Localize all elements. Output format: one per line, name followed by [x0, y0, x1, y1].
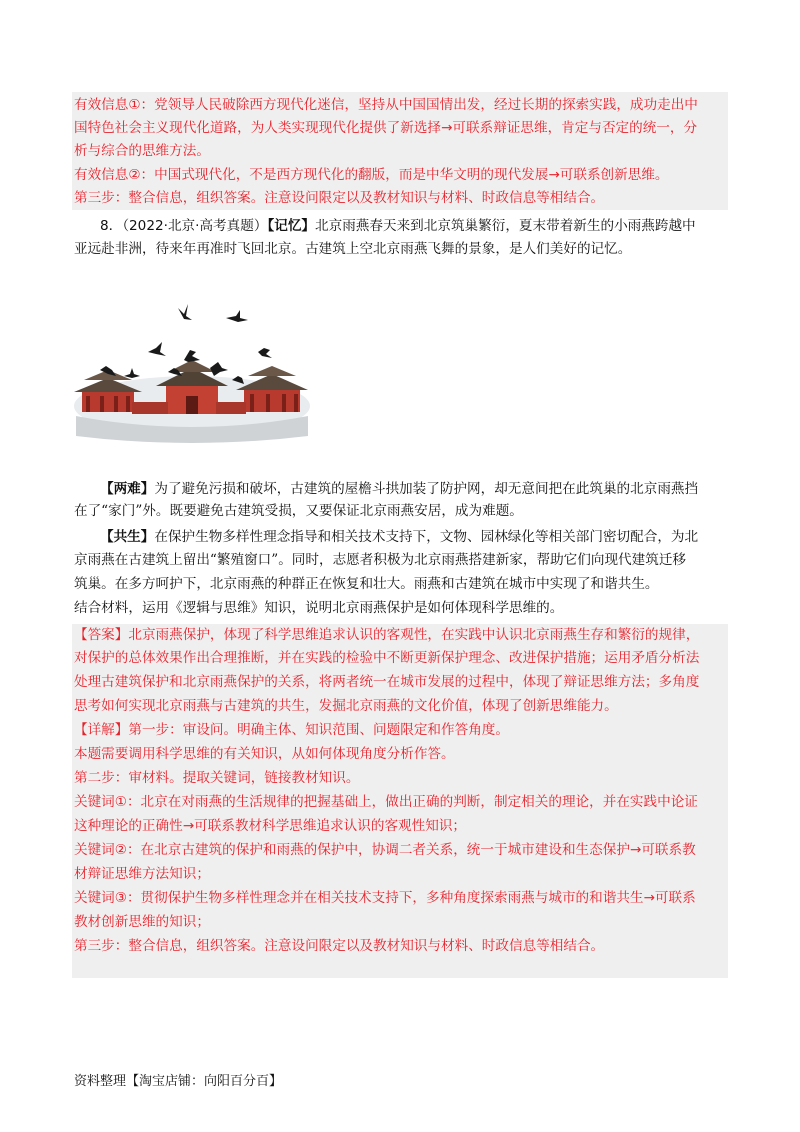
text-line: 筑巢。在多方呵护下，北京雨燕的种群正在恢复和壮大。雨燕和古建筑在城市中实现了和谐共生。	[74, 576, 659, 592]
answer-line: 思考如何实现北京雨燕与古建筑的共生，发掘北京雨燕的文化价值，体现了创新思维能力。	[74, 698, 618, 714]
question-prompt: 结合材料，运用《逻辑与思维》知识，说明北京雨燕保护是如何体现科学思维的。	[74, 600, 564, 616]
answer-text: 北京雨燕保护，体现了科学思维追求认识的客观性，在实践中认识北京雨燕生存和繁衍的规律，	[128, 627, 700, 643]
text-line: 国特色社会主义现代化道路，为人类实现现代化提供了新选择→可联系辩证思维，肯定与否定的统一，分	[74, 120, 698, 136]
explain-line	[74, 719, 728, 741]
text-line: 析与综合的思维方法。	[74, 143, 210, 159]
keyword-line: 材辩证思维方法知识；	[74, 866, 210, 882]
explain-line: 第二步：审材料。提取关键词，链接教材知识。	[74, 770, 360, 786]
keyword-line: 关键词①：北京在对雨燕的生活规律的把握基础上，做出正确的判断，制定相关的理论，并在实践中论证	[74, 794, 698, 810]
question-number: 8．（2022·北京·高考真题）	[100, 218, 268, 234]
question-text: 亚远赴非洲，待来年再准时飞回北京。古建筑上空北京雨燕飞舞的景象，是人们美好的记忆。	[74, 241, 632, 257]
keyword-line: 关键词②：在北京古建筑的保护和雨燕的保护中，协调二者关系，统一于城市建设和生态保护→可联系教	[74, 842, 696, 858]
text-line: 第三步：整合信息，组织答案。注意设问限定以及教材知识与材料、时政信息等相结合。	[74, 190, 605, 206]
answer-line	[74, 624, 728, 646]
illustration-svg	[72, 288, 312, 448]
keyword-line: 这种理论的正确性→可联系教材科学思维追求认识的客观性知识；	[74, 818, 467, 834]
question-header	[100, 214, 728, 237]
footer-source: 资料整理【淘宝店铺：向阳百分百】	[74, 1074, 283, 1089]
explain-line: 第三步：整合信息，组织答案。注意设问限定以及教材知识与材料、时政信息等相结合。	[74, 938, 605, 954]
answer-line: 处理古建筑保护和北京雨燕保护的关系，将两者统一在城市发展的过程中，体现了辩证思维方法；多角度	[74, 674, 700, 690]
answer-line: 对保护的总体效果作出合理推断，并在实践的检验中不断更新保护理念、改进保护措施；运用矛盾分析法	[74, 650, 700, 666]
text-line: 在了“家门”外。既要避免古建筑受损，又要保证北京雨燕安居，成为难题。	[74, 503, 523, 519]
explain-text: 第一步：审设问。明确主体、知识范围、问题限定和作答角度。	[128, 722, 509, 738]
tag-dilemma: 【两难】	[100, 481, 155, 497]
text-line: 京雨燕在古建筑上留出“繁殖窗口”。同时，志愿者积极为北京雨燕搭建新家，帮助它们向现代建筑迁移	[74, 552, 687, 568]
paragraph-dilemma	[100, 477, 728, 500]
keyword-line: 关键词③：贯彻保护生物多样性理念并在相关技术支持下，多种角度探索雨燕与城市的和谐共生→可联系	[74, 890, 696, 906]
coexist-text: 在保护生物多样性理念指导和相关技术支持下，文物、园林绿化等相关部门密切配合，为北	[154, 529, 699, 545]
tag-memory: 【记忆】	[267, 218, 316, 234]
dilemma-text: 为了避免污损和破坏，古建筑的屋檐斗拱加装了防护网，却无意间把在此筑巢的北京雨燕挡	[154, 481, 699, 497]
question-text: 北京雨燕春天来到北京筑巢繁衍，夏末带着新生的小雨燕跨越中	[315, 218, 696, 234]
text-line: 有效信息②：中国式现代化，不是西方现代化的翻版，而是中华文明的现代发展→可联系创新思维。	[74, 167, 669, 183]
answer-tag: 【答案】	[74, 627, 129, 643]
paragraph-coexist	[100, 525, 728, 548]
explain-tag: 【详解】	[74, 722, 129, 738]
text-line: 有效信息①：党领导人民破除西方现代化迷信，坚持从中国国情出发，经过长期的探索实践，成功走出中	[74, 97, 698, 113]
tag-coexist: 【共生】	[100, 529, 155, 545]
explain-line: 本题需要调用科学思维的有关知识，从如何体现角度分析作答。	[74, 746, 455, 762]
swifts-ancient-building-illustration	[72, 288, 312, 448]
keyword-line: 教材创新思维的知识；	[74, 914, 210, 930]
